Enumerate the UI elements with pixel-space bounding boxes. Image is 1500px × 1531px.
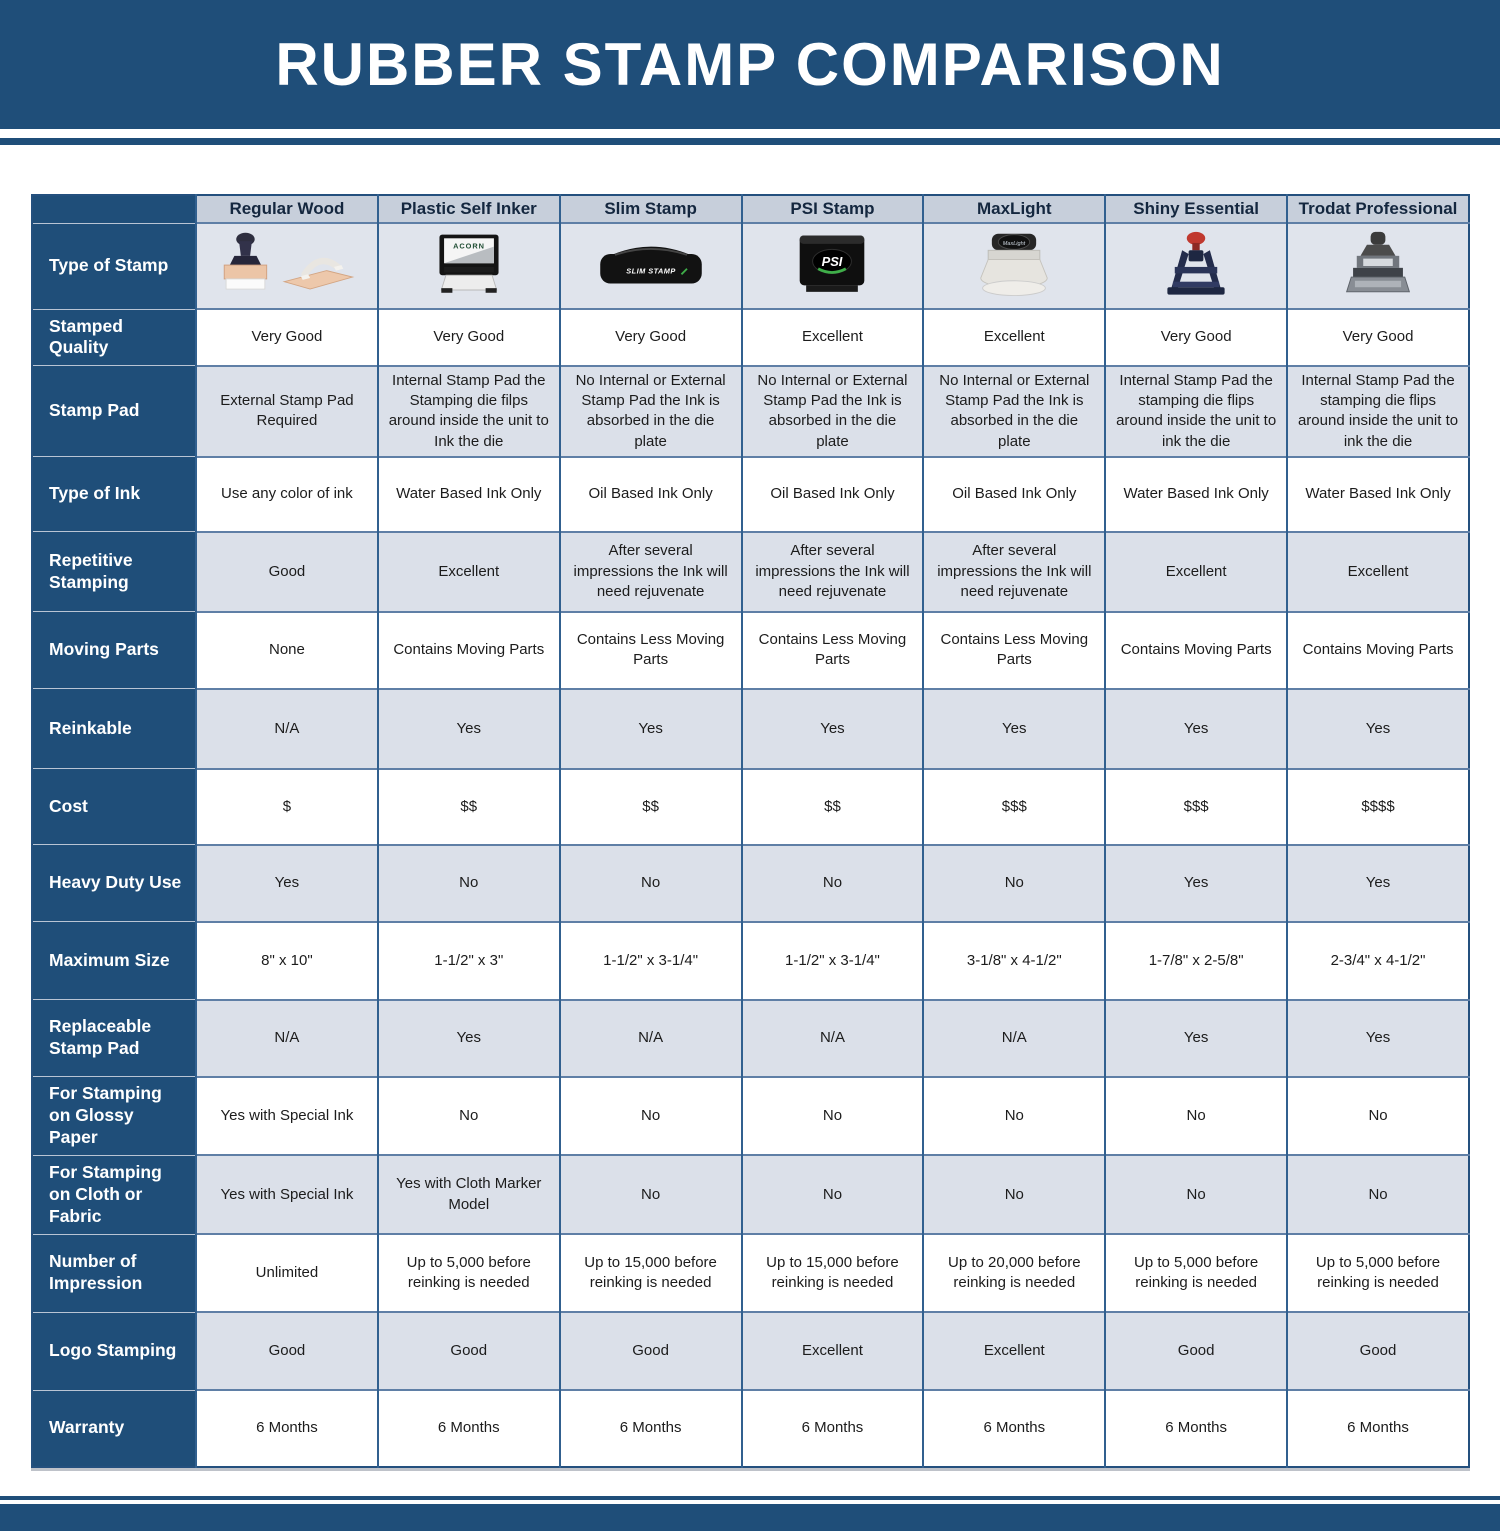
table-cell: Very Good bbox=[196, 309, 378, 366]
table-cell: Yes bbox=[742, 689, 924, 769]
table-cell: $$ bbox=[378, 769, 560, 845]
table-cell: Excellent bbox=[923, 1312, 1105, 1390]
table-cell: Unlimited bbox=[196, 1234, 378, 1312]
table-cell: Yes bbox=[923, 689, 1105, 769]
table-cell: $$$ bbox=[923, 769, 1105, 845]
table-cell: Up to 5,000 before reinking is needed bbox=[1105, 1234, 1287, 1312]
table-cell: Excellent bbox=[742, 309, 924, 366]
table-cell: Water Based Ink Only bbox=[378, 457, 560, 532]
table-cell: Good bbox=[560, 1312, 742, 1390]
table-cell: No Internal or External Stamp Pad the Ink is absorbed in the die plate bbox=[923, 366, 1105, 457]
table-row bbox=[32, 366, 1469, 457]
row-label: Maximum Size bbox=[32, 922, 196, 1000]
page-footer-bar bbox=[0, 1504, 1500, 1531]
row-label: Moving Parts bbox=[32, 612, 196, 689]
table-cell: 8" x 10" bbox=[196, 922, 378, 1000]
table-row bbox=[32, 1312, 1469, 1390]
table-cell: No bbox=[378, 1077, 560, 1156]
column-header-maxlight-stamp: MaxLight bbox=[923, 195, 1105, 223]
table-cell: No Internal or External Stamp Pad the Ink is absorbed in the die plate bbox=[742, 366, 924, 457]
table-row bbox=[32, 457, 1469, 532]
column-header-row bbox=[32, 195, 1469, 223]
maxlight-stamp-icon bbox=[923, 223, 1105, 309]
table-row bbox=[32, 845, 1469, 922]
table-cell: N/A bbox=[923, 1000, 1105, 1077]
table-cell: Good bbox=[1105, 1312, 1287, 1390]
row-label: Replaceable Stamp Pad bbox=[32, 1000, 196, 1077]
header-gap bbox=[0, 129, 1500, 138]
slim-stamp-icon bbox=[560, 223, 742, 309]
table-row bbox=[32, 1000, 1469, 1077]
table-row bbox=[32, 1234, 1469, 1312]
table-cell: No bbox=[742, 845, 924, 922]
table-cell: Yes bbox=[1105, 689, 1287, 769]
table-row bbox=[32, 612, 1469, 689]
table-corner-cell bbox=[32, 195, 196, 223]
table-cell: 6 Months bbox=[1105, 1390, 1287, 1467]
table-cell: Water Based Ink Only bbox=[1105, 457, 1287, 532]
table-cell: No bbox=[1105, 1155, 1287, 1234]
row-label: Cost bbox=[32, 769, 196, 845]
table-row bbox=[32, 922, 1469, 1000]
table-cell: 2-3/4" x 4-1/2" bbox=[1287, 922, 1469, 1000]
table-cell: 6 Months bbox=[378, 1390, 560, 1467]
table-cell: No bbox=[560, 1155, 742, 1234]
table-cell: Contains Less Moving Parts bbox=[742, 612, 924, 689]
table-cell: Yes bbox=[1287, 689, 1469, 769]
table-cell: Yes bbox=[196, 845, 378, 922]
table-cell: After several impressions the Ink will need rejuvenate bbox=[560, 532, 742, 612]
table-row bbox=[32, 309, 1469, 366]
table-cell: 6 Months bbox=[196, 1390, 378, 1467]
header-divider-line bbox=[0, 138, 1500, 145]
table-cell: $$$ bbox=[1105, 769, 1287, 845]
table-cell: Yes bbox=[1287, 1000, 1469, 1077]
table-row bbox=[32, 1155, 1469, 1234]
psi-stamp-icon bbox=[742, 223, 924, 309]
table-cell: Yes with Cloth Marker Model bbox=[378, 1155, 560, 1234]
table-cell: None bbox=[196, 612, 378, 689]
table-row bbox=[32, 769, 1469, 845]
row-label: For Stamping on Cloth or Fabric bbox=[32, 1155, 196, 1234]
row-label: Logo Stamping bbox=[32, 1312, 196, 1390]
table-cell: 6 Months bbox=[560, 1390, 742, 1467]
table-cell: 6 Months bbox=[742, 1390, 924, 1467]
table-cell: 3-1/8" x 4-1/2" bbox=[923, 922, 1105, 1000]
table-cell: $$ bbox=[560, 769, 742, 845]
table-cell: N/A bbox=[742, 1000, 924, 1077]
table-cell: Contains Less Moving Parts bbox=[923, 612, 1105, 689]
table-cell: Good bbox=[1287, 1312, 1469, 1390]
row-label: Warranty bbox=[32, 1390, 196, 1467]
page-title: RUBBER STAMP COMPARISON bbox=[275, 31, 1225, 98]
table-cell: No bbox=[1105, 1077, 1287, 1156]
table-cell: Good bbox=[196, 532, 378, 612]
table-cell: Contains Moving Parts bbox=[378, 612, 560, 689]
svg-text:SLIM STAMP: SLIM STAMP bbox=[625, 266, 676, 276]
table-cell: N/A bbox=[560, 1000, 742, 1077]
table-cell: 1-7/8" x 2-5/8" bbox=[1105, 922, 1287, 1000]
row-label: Type of Stamp bbox=[32, 223, 196, 309]
table-cell: Up to 5,000 before reinking is needed bbox=[1287, 1234, 1469, 1312]
table-cell: Use any color of ink bbox=[196, 457, 378, 532]
table-cell: No bbox=[1287, 1155, 1469, 1234]
row-label: Reinkable bbox=[32, 689, 196, 769]
table-cell: Contains Moving Parts bbox=[1287, 612, 1469, 689]
table-cell: After several impressions the Ink will need rejuvenate bbox=[923, 532, 1105, 612]
table-cell: No bbox=[923, 845, 1105, 922]
column-header-plastic-self-inker-stamp: Plastic Self Inker bbox=[378, 195, 560, 223]
table-cell: N/A bbox=[196, 689, 378, 769]
table-cell: Yes with Special Ink bbox=[196, 1077, 378, 1156]
table-cell: No bbox=[560, 845, 742, 922]
table-cell: Up to 15,000 before reinking is needed bbox=[742, 1234, 924, 1312]
table-cell: Excellent bbox=[923, 309, 1105, 366]
table-cell: Yes bbox=[1287, 845, 1469, 922]
table-cell: N/A bbox=[196, 1000, 378, 1077]
svg-text:ACORN: ACORN bbox=[452, 241, 485, 251]
regular-wood-stamp-icon bbox=[196, 223, 378, 309]
table-cell: Good bbox=[196, 1312, 378, 1390]
table-cell: Water Based Ink Only bbox=[1287, 457, 1469, 532]
table-cell: Excellent bbox=[742, 1312, 924, 1390]
column-header-shiny-essential-stamp: Shiny Essential bbox=[1105, 195, 1287, 223]
table-cell: Internal Stamp Pad the stamping die flips around inside the unit to ink the die bbox=[1105, 366, 1287, 457]
table-cell: Good bbox=[378, 1312, 560, 1390]
row-label: For Stamping on Glossy Paper bbox=[32, 1077, 196, 1156]
table-cell: No Internal or External Stamp Pad the Ink is absorbed in the die plate bbox=[560, 366, 742, 457]
svg-text:MaxLight: MaxLight bbox=[1003, 240, 1026, 247]
table-cell: Oil Based Ink Only bbox=[923, 457, 1105, 532]
table-cell: Excellent bbox=[1105, 532, 1287, 612]
table-cell: No bbox=[378, 845, 560, 922]
table-cell: Up to 5,000 before reinking is needed bbox=[378, 1234, 560, 1312]
table-row bbox=[32, 223, 1469, 309]
shiny-essential-stamp-icon bbox=[1105, 223, 1287, 309]
table-cell: Very Good bbox=[1287, 309, 1469, 366]
page-header-banner bbox=[0, 0, 1500, 129]
row-label: Number of Impression bbox=[32, 1234, 196, 1312]
table-cell: 6 Months bbox=[923, 1390, 1105, 1467]
table-cell: Oil Based Ink Only bbox=[560, 457, 742, 532]
comparison-table-container bbox=[31, 194, 1470, 1468]
table-cell: 1-1/2" x 3-1/4" bbox=[560, 922, 742, 1000]
table-cell: Excellent bbox=[378, 532, 560, 612]
table-cell: Yes bbox=[378, 689, 560, 769]
table-cell: Very Good bbox=[378, 309, 560, 366]
table-cell: 1-1/2" x 3-1/4" bbox=[742, 922, 924, 1000]
table-row bbox=[32, 689, 1469, 769]
table-row bbox=[32, 1077, 1469, 1156]
plastic-self-inker-stamp-icon bbox=[378, 223, 560, 309]
table-cell: Yes with Special Ink bbox=[196, 1155, 378, 1234]
table-cell: Up to 15,000 before reinking is needed bbox=[560, 1234, 742, 1312]
column-header-slim-stamp: Slim Stamp bbox=[560, 195, 742, 223]
table-row bbox=[32, 532, 1469, 612]
table-cell: Very Good bbox=[1105, 309, 1287, 366]
table-cell: Very Good bbox=[560, 309, 742, 366]
table-cell: Yes bbox=[560, 689, 742, 769]
comparison-table bbox=[31, 194, 1470, 1468]
table-cell: Yes bbox=[1105, 845, 1287, 922]
table-cell: 6 Months bbox=[1287, 1390, 1469, 1467]
table-cell: No bbox=[742, 1077, 924, 1156]
table-cell: $$$$ bbox=[1287, 769, 1469, 845]
row-label: Type of Ink bbox=[32, 457, 196, 532]
table-cell: Yes bbox=[1105, 1000, 1287, 1077]
svg-text:PSI: PSI bbox=[822, 254, 843, 269]
table-cell: $ bbox=[196, 769, 378, 845]
table-cell: Up to 20,000 before reinking is needed bbox=[923, 1234, 1105, 1312]
column-header-psi-stamp: PSI Stamp bbox=[742, 195, 924, 223]
table-cell: Internal Stamp Pad the Stamping die filps around inside the unit to Ink the die bbox=[378, 366, 560, 457]
row-label: Stamped Quality bbox=[32, 309, 196, 366]
table-cell: No bbox=[560, 1077, 742, 1156]
table-cell: No bbox=[923, 1077, 1105, 1156]
trodat-professional-stamp-icon bbox=[1287, 223, 1469, 309]
table-cell: Excellent bbox=[1287, 532, 1469, 612]
table-cell: $$ bbox=[742, 769, 924, 845]
table-cell: Yes bbox=[378, 1000, 560, 1077]
table-cell: After several impressions the Ink will need rejuvenate bbox=[742, 532, 924, 612]
table-cell: No bbox=[742, 1155, 924, 1234]
table-cell: 1-1/2" x 3" bbox=[378, 922, 560, 1000]
table-cell: Contains Moving Parts bbox=[1105, 612, 1287, 689]
table-cell: Oil Based Ink Only bbox=[742, 457, 924, 532]
row-label: Heavy Duty Use bbox=[32, 845, 196, 922]
table-cell: Internal Stamp Pad the stamping die flips around inside the unit to ink the die bbox=[1287, 366, 1469, 457]
row-label: Stamp Pad bbox=[32, 366, 196, 457]
column-header-trodat-professional-stamp: Trodat Professional bbox=[1287, 195, 1469, 223]
table-cell: No bbox=[923, 1155, 1105, 1234]
row-label: Repetitive Stamping bbox=[32, 532, 196, 612]
table-row bbox=[32, 1390, 1469, 1467]
table-cell: External Stamp Pad Required bbox=[196, 366, 378, 457]
table-cell: No bbox=[1287, 1077, 1469, 1156]
column-header-regular-wood-stamp: Regular Wood bbox=[196, 195, 378, 223]
table-cell: Contains Less Moving Parts bbox=[560, 612, 742, 689]
